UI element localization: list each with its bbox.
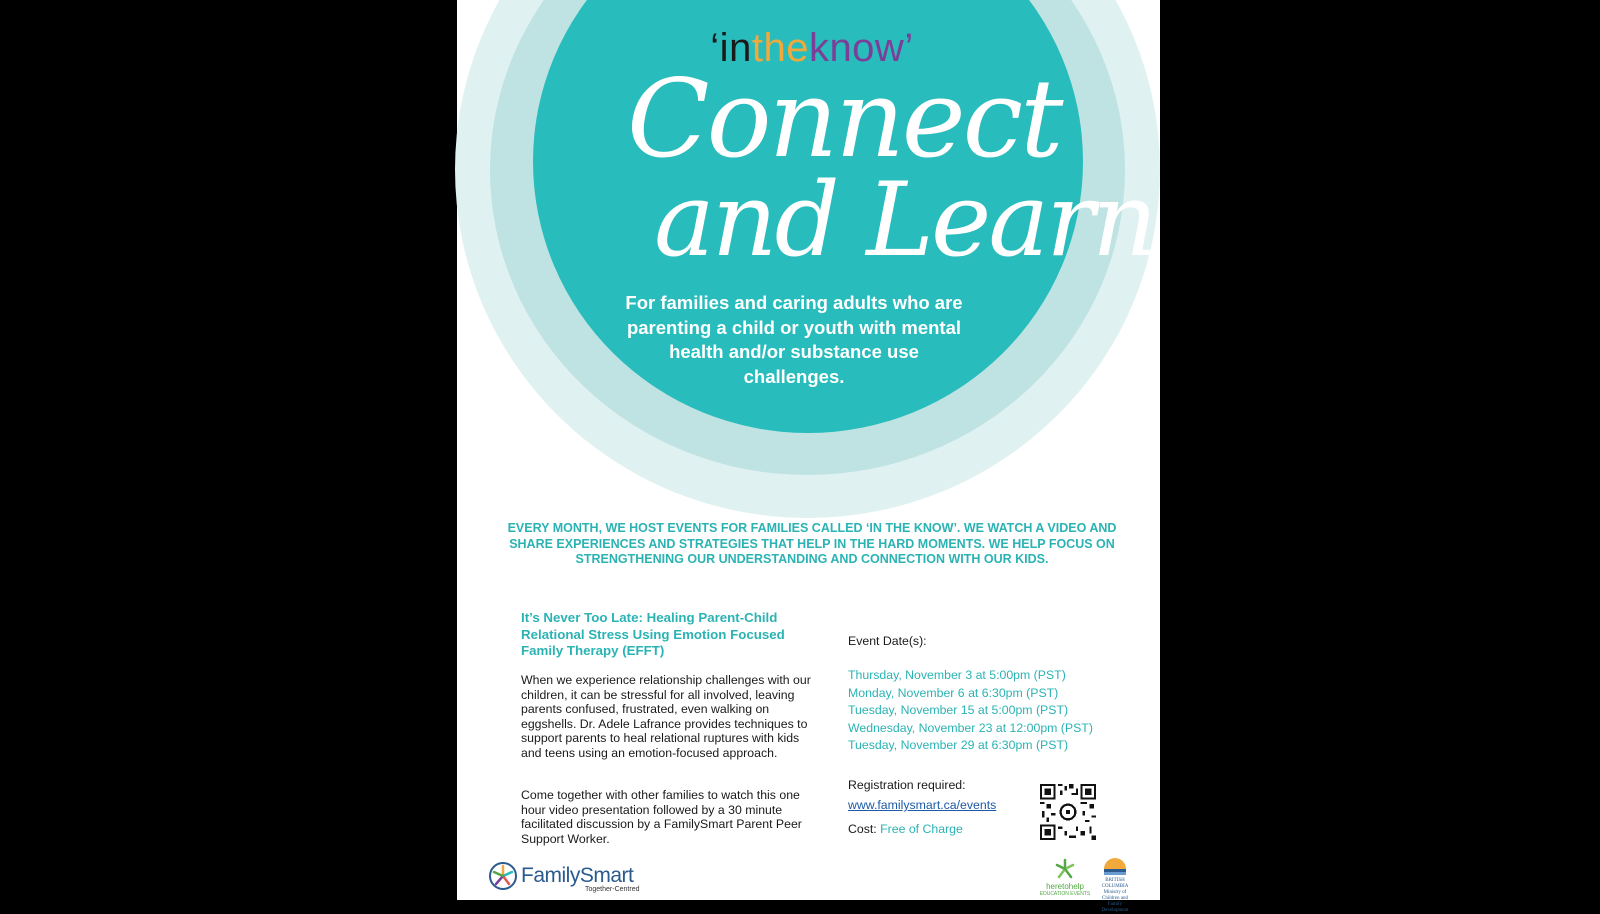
familysmart-wordmark xyxy=(521,864,633,888)
heretohelp-sub: EDUCATION EVENTS xyxy=(1039,891,1091,897)
event-date-item: Tuesday, November 15 at 5:00pm (PST) xyxy=(848,703,1069,718)
flyer-page xyxy=(457,0,1160,913)
registration-link[interactable]: www.familysmart.ca/events xyxy=(848,798,997,812)
bc-name: BRITISH COLUMBIA xyxy=(1101,878,1129,889)
bc-government-logo xyxy=(1097,856,1133,913)
heretohelp-name: heretohelp xyxy=(1046,882,1084,891)
bc-ministry: Ministry of Children and Family Development xyxy=(1101,890,1129,913)
brand-in: ‘in xyxy=(710,26,752,70)
cost-label: Cost: xyxy=(848,822,877,836)
event-title: It’s Never Too Late: Healing Parent-Child Relational Stress Using Emotion Focused Family Therapy (EFFT) xyxy=(521,610,785,658)
event-description: When we experience relationship challenges with our children, it can be stressful for all involved, leaving parents confused, frustrated, even walking on eggshells. Dr. Adele Lafrance provides techniques to support parents to heal relational ruptures with kids and teens using an emotion-focused approach. xyxy=(521,673,811,760)
brand-know: know’ xyxy=(808,26,914,70)
title-connect: Connect xyxy=(627,57,1061,182)
registration-label: Registration required: xyxy=(848,778,966,792)
familysmart-family: Family xyxy=(521,864,580,887)
brand-the: the xyxy=(751,26,809,70)
intro-paragraph: EVERY MONTH, WE HOST EVENTS FOR FAMILIES CALLED ‘IN THE KNOW’. WE WATCH A VIDEO AND SHARE EXPERIENCES AND STRATEGIES THAT HELP IN THE HARD MOMENTS. WE HELP FOCUS ON STRENGTHENING OUR UNDERSTANDING AND CONNECTION WITH OUR KIDS. xyxy=(507,521,1117,566)
cost-value: Free of Charge xyxy=(880,822,963,836)
familysmart-smart: Smart xyxy=(579,864,634,887)
qr-code-icon[interactable] xyxy=(1040,784,1096,840)
audience-subheading: For families and caring adults who are parenting a child or youth with mental health and/or substance use challenges. xyxy=(625,292,963,387)
title-and-learn: and Learn xyxy=(654,161,1155,280)
cost-line xyxy=(848,822,963,836)
heretohelp-logo xyxy=(1038,856,1092,900)
event-date-item: Thursday, November 3 at 5:00pm (PST) xyxy=(848,668,1066,682)
bc-text xyxy=(1097,878,1133,914)
bc-sun-icon xyxy=(1102,857,1128,877)
familysmart-tagline: Together-Centred xyxy=(585,886,640,893)
event-format-description: Come together with other families to watch this one hour video presentation followed by a 30 minute facilitated discussion by a FamilySmart Parent Peer Support Worker. xyxy=(521,788,802,846)
familysmart-logo-icon xyxy=(487,860,519,892)
event-date-item: Wednesday, November 23 at 12:00pm (PST) xyxy=(848,720,1093,735)
event-date-item: Tuesday, November 29 at 6:30pm (PST) xyxy=(848,738,1069,753)
event-dates-label: Event Date(s): xyxy=(848,634,927,648)
event-dates-list xyxy=(848,667,1093,755)
event-date-item: Monday, November 6 at 6:30pm (PST) xyxy=(848,685,1059,700)
heretohelp-leaf-icon xyxy=(1053,857,1077,881)
